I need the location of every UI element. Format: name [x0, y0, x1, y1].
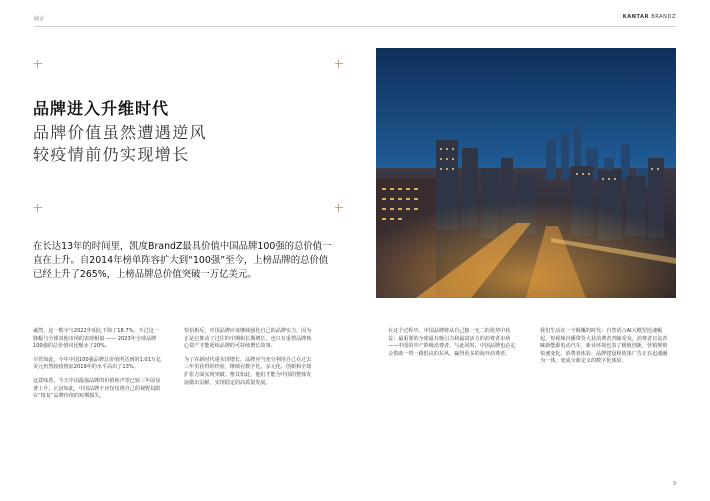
header-divider — [34, 26, 676, 27]
body-column-4 — [540, 328, 670, 372]
body-column-2 — [184, 328, 314, 393]
page-number: 9 — [672, 481, 676, 487]
paragraph: 为了在新时代重实现增长，品牌应当充分利用自己在过去三年里获得的经验，继续在数字化、多元化、创新和全球扩张方面实现突破。惟其如此，他们才能为中国的整体发展做出贡献，实现稳定的高质量发展。 — [184, 356, 312, 386]
city-night-photo — [376, 48, 676, 298]
body-column-1 — [33, 328, 163, 407]
city-skyline-image — [376, 48, 676, 298]
paragraph: 我们生活在一个颠覆的时代：自然语言AI大模型迅速崛起，短视频直播带货大获消费者青睐受众，消费者日益青睐新能源电动汽车，新业环境也表了极致创新，营销规则快速变化，消费者体验、品牌建设和效果广告正在迅速融为一体，变成全新定义的数字化体验。 — [540, 328, 668, 365]
body-column-3 — [388, 328, 518, 364]
brand-logo-light: BRANDZ — [651, 14, 676, 20]
page-subtitle-line1: 品牌价值虽然遭遇逆风 — [33, 123, 208, 142]
corner-mark-icon — [335, 204, 343, 212]
page-subtitle-line2: 较疫情前仍实现增长 — [33, 145, 190, 164]
brand-logo-strong: KANTAR — [622, 14, 650, 20]
corner-mark-icon — [335, 60, 343, 68]
corner-mark-icon — [34, 204, 42, 212]
paragraph: 恰恰相反，中国品牌应该继续强化自己的品牌实力，因为正是它推动了过往的中期和长期增长，也只有重塑品牌核心资产才能延续品牌的可持续增长故事。 — [184, 328, 312, 350]
paragraph: 尽管如此，今年中国100强品牌总价值所达到的1.01万亿美元仍然较疫情前2019年的水平高出了13%。 — [33, 356, 162, 371]
corner-mark-icon — [34, 60, 42, 68]
page-title: 品牌进入升维时代 — [33, 99, 170, 118]
brand-logo — [623, 14, 676, 20]
lead-paragraph: 在长达13年的时间里，凯度BrandZ最具价值中国品牌100强的总价值一直在上升。自2014年榜单阵容扩大到“100强”至今，上榜品牌的总价值已经上升了265%，上榜品牌总价值突破一万亿美元。 — [33, 241, 332, 280]
paragraph: 诚然，这一数字与2022年相比下降了18.7%。不过这一降幅与全球其他市场的表现相似 —— 2023年全球品牌100强的总价值同比缩水了20%。 — [33, 328, 159, 350]
paragraph: 在这个过程中，中国品牌将从自己独一无二的优势中获益：最重要的全球最有吸引力和最富活力的消费者市场——中国的中产阶级消费者。与此同时，中国品牌也必定会借助一带一路倡议的东风，赢得更多的海外消费者。 — [388, 328, 516, 357]
paragraph: 这意味着，今天中国最强品牌的价值和声望已较三年前显著上升。正因如此，中国品牌不应仅仅将自己的视野局限在“恢复”品牌价值的短期损失。 — [33, 377, 161, 400]
section-label: 前言 — [34, 16, 45, 22]
